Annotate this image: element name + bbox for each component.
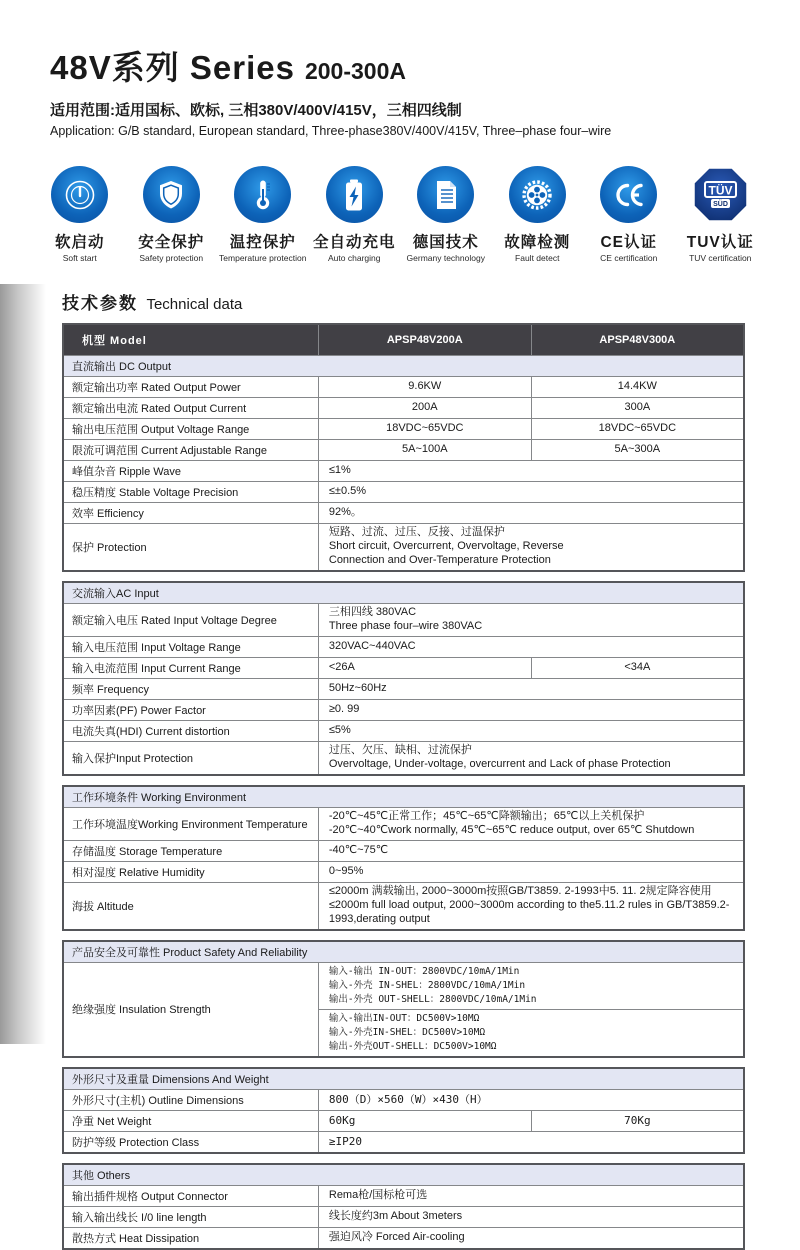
spec-value: 0~95% bbox=[318, 861, 744, 882]
features-row bbox=[0, 166, 800, 263]
technical-data-heading-zh: 技术参数 bbox=[62, 294, 138, 313]
section-header-label: 产品安全及可靠性 Product Safety And Reliability bbox=[63, 941, 744, 963]
feature-label-en: Auto charging bbox=[328, 253, 381, 263]
spec-value: ≤±0.5% bbox=[318, 481, 744, 502]
model-header-row bbox=[63, 324, 744, 355]
spec-label: 相对湿度 Relative Humidity bbox=[63, 861, 318, 882]
spec-label: 额定输出功率 Rated Output Power bbox=[63, 376, 318, 397]
table-row bbox=[63, 523, 744, 571]
feature-label-zh: TUV认证 bbox=[686, 234, 754, 251]
feature-label-zh: 安全保护 bbox=[138, 234, 205, 251]
table-row bbox=[63, 861, 744, 882]
spec-table-5 bbox=[62, 1067, 745, 1154]
table-row bbox=[63, 962, 744, 1057]
shield-icon bbox=[143, 166, 200, 223]
spec-value: -20℃~45℃正常工作；45℃~65℃降额输出；65℃以上关机保护 -20℃~40℃work normally, 45℃~65℃ reduce output, over 65℃ Shutdown bbox=[318, 807, 744, 840]
spec-value: Rema枪/国标枪可选 bbox=[318, 1185, 744, 1206]
application-subtitle-zh: 适用范围:适用国标、欧标, 三相380V/400V/415V，三相四线制 bbox=[50, 102, 462, 119]
spec-label: 净重 Net Weight bbox=[63, 1110, 318, 1131]
spec-label: 输入电压范围 Input Voltage Range bbox=[63, 636, 318, 657]
spec-value: ≥IP20 bbox=[318, 1131, 744, 1153]
spec-value: ≤1% bbox=[318, 460, 744, 481]
section-header-row bbox=[63, 941, 744, 963]
gear-icon bbox=[509, 166, 566, 223]
spec-value: 三相四线 380VAC Three phase four–wire 380VAC bbox=[318, 603, 744, 636]
table-row bbox=[63, 636, 744, 657]
spec-table-4 bbox=[62, 940, 745, 1058]
application-subtitle-en: Application: G/B standard, European standard, Three-phase380V/400V/415V, Three–phase four–wire bbox=[50, 124, 612, 138]
section-header-row bbox=[63, 1068, 744, 1090]
table-row bbox=[63, 1206, 744, 1227]
table-row bbox=[63, 741, 744, 775]
power-icon bbox=[51, 166, 108, 223]
svg-text:TÜV: TÜV bbox=[708, 183, 733, 198]
table-row bbox=[63, 502, 744, 523]
spec-value-col2: 70Kg bbox=[531, 1110, 744, 1131]
table-row bbox=[63, 678, 744, 699]
spec-value-col1: <26A bbox=[318, 657, 531, 678]
spec-label: 输入输出线长 I/0 line length bbox=[63, 1206, 318, 1227]
section-header-label: 其他 Others bbox=[63, 1164, 744, 1186]
spec-label: 稳压精度 Stable Voltage Precision bbox=[63, 481, 318, 502]
spec-value: 线长度约3m About 3meters bbox=[318, 1206, 744, 1227]
spec-table-2 bbox=[62, 581, 745, 776]
table-row bbox=[63, 840, 744, 861]
spec-label: 存储温度 Storage Temperature bbox=[63, 840, 318, 861]
table-row bbox=[63, 1185, 744, 1206]
spec-label: 绝缘强度 Insulation Strength bbox=[63, 962, 318, 1057]
spec-label: 工作环境温度Working Environment Temperature bbox=[63, 807, 318, 840]
feature-label-zh: CE认证 bbox=[600, 234, 658, 251]
spec-value: 800（D）×560（W）×430（H） bbox=[318, 1089, 744, 1110]
spec-label: 海拔 Altitude bbox=[63, 882, 318, 930]
spec-tables bbox=[62, 323, 745, 1250]
feature-3 bbox=[217, 166, 309, 263]
table-row bbox=[63, 1227, 744, 1249]
table-row bbox=[63, 1089, 744, 1110]
spec-label: 输出插件规格 Output Connector bbox=[63, 1185, 318, 1206]
document-icon bbox=[417, 166, 474, 223]
model-name-1: APSP48V200A bbox=[318, 324, 531, 355]
table-row bbox=[63, 603, 744, 636]
spec-label: 峰值杂音 Ripple Wave bbox=[63, 460, 318, 481]
spec-label: 散热方式 Heat Dissipation bbox=[63, 1227, 318, 1249]
table-row bbox=[63, 699, 744, 720]
spec-value-col1: 18VDC~65VDC bbox=[318, 418, 531, 439]
feature-8 bbox=[675, 166, 767, 263]
spec-value: 过压、欠压、缺相、过流保护 Overvoltage, Under-voltage, overcurrent and Lack of phase Protection bbox=[318, 741, 744, 775]
spec-table-3 bbox=[62, 785, 745, 931]
table-row bbox=[63, 376, 744, 397]
spec-label: 电流失真(HDI) Current distortion bbox=[63, 720, 318, 741]
spec-label: 输出电压范围 Output Voltage Range bbox=[63, 418, 318, 439]
spec-label: 输入保护Input Protection bbox=[63, 741, 318, 775]
spec-value: 短路、过流、过压、反接、过温保护 Short circuit, Overcurrent, Overvoltage, Reverse Connection and Over-Temperature Protection bbox=[318, 523, 744, 571]
feature-4 bbox=[309, 166, 401, 263]
feature-label-en: Safety protection bbox=[139, 253, 204, 263]
tuv-icon bbox=[692, 166, 749, 223]
technical-data-heading-en: Technical data bbox=[146, 296, 243, 313]
spec-value: 92%。 bbox=[318, 502, 744, 523]
spec-label: 效率 Efficiency bbox=[63, 502, 318, 523]
feature-2 bbox=[126, 166, 218, 263]
stack-group: 输入-输出IN-OUT：DC500V>10MΩ 输入-外壳IN-SHEL：DC500V>10MΩ 输出-外壳OUT-SHELL：DC500V>10MΩ bbox=[328, 1013, 497, 1052]
feature-label-en: Temperature protection bbox=[219, 253, 307, 263]
table-row bbox=[63, 807, 744, 840]
feature-label-en: Germany technology bbox=[406, 253, 485, 263]
section-header-row bbox=[63, 1164, 744, 1186]
table-row bbox=[63, 481, 744, 502]
feature-label-zh: 软启动 bbox=[54, 234, 105, 251]
spec-label: 额定输出电流 Rated Output Current bbox=[63, 397, 318, 418]
feature-label-zh: 全自动充电 bbox=[312, 234, 396, 251]
page-header bbox=[0, 0, 800, 138]
section-header-row bbox=[63, 582, 744, 604]
feature-5 bbox=[400, 166, 492, 263]
spec-value-col1: 60Kg bbox=[318, 1110, 531, 1131]
spec-label: 输入电流范围 Input Current Range bbox=[63, 657, 318, 678]
model-name-2: APSP48V300A bbox=[531, 324, 744, 355]
spec-value: ≥0. 99 bbox=[318, 699, 744, 720]
spec-label: 额定输入电压 Rated Input Voltage Degree bbox=[63, 603, 318, 636]
spec-label: 防护等级 Protection Class bbox=[63, 1131, 318, 1153]
spec-value-col2: <34A bbox=[531, 657, 744, 678]
svg-text:SÜD: SÜD bbox=[712, 201, 728, 208]
page-title-range: 200-300A bbox=[304, 58, 406, 84]
thermometer-icon bbox=[234, 166, 291, 223]
spec-label: 频率 Frequency bbox=[63, 678, 318, 699]
stack-group: 输入-输出 IN-OUT：2800VDC/10mA/1Min 输入-外壳 IN-SHEL：2800VDC/10mA/1Min 输出-外壳 OUT-SHELL：2800VDC/10mA/1Min bbox=[319, 963, 743, 1010]
table-row bbox=[63, 439, 744, 460]
spec-value: -40℃~75℃ bbox=[318, 840, 744, 861]
spec-value: 强迫风冷 Forced Air-cooling bbox=[318, 1227, 744, 1249]
feature-label-zh: 德国技术 bbox=[412, 234, 479, 251]
feature-label-en: Soft start bbox=[62, 253, 97, 263]
feature-label-en: Fault detect bbox=[515, 253, 560, 263]
spec-label: 保护 Protection bbox=[63, 523, 318, 571]
table-row bbox=[63, 1131, 744, 1153]
spec-value-col1: 200A bbox=[318, 397, 531, 418]
spec-value-col2: 300A bbox=[531, 397, 744, 418]
table-row bbox=[63, 460, 744, 481]
section-header-label: 直流输出 DC Output bbox=[63, 355, 744, 376]
spec-value-col1: 9.6KW bbox=[318, 376, 531, 397]
spec-value-col2: 14.4KW bbox=[531, 376, 744, 397]
spec-value-col2: 18VDC~65VDC bbox=[531, 418, 744, 439]
table-row bbox=[63, 720, 744, 741]
feature-7 bbox=[583, 166, 675, 263]
feature-label-en: TUV certification bbox=[689, 253, 752, 263]
spec-value: 50Hz~60Hz bbox=[318, 678, 744, 699]
spec-value: ≤2000m 满载输出, 2000~3000m按照GB/T3859. 2-1993中5. 11. 2规定降容使用 ≤2000m full load output, 2000~3000m according to the5.11.2 rules in GB/T3859.2- 1993,derating output bbox=[318, 882, 744, 930]
feature-label-zh: 温控保护 bbox=[229, 234, 296, 251]
spec-value-col2: 5A~300A bbox=[531, 439, 744, 460]
table-row bbox=[63, 1110, 744, 1131]
spec-value: 320VAC~440VAC bbox=[318, 636, 744, 657]
section-header-row bbox=[63, 786, 744, 808]
spec-table-1 bbox=[62, 323, 745, 572]
technical-data-heading bbox=[62, 289, 800, 314]
spec-table-6 bbox=[62, 1163, 745, 1250]
battery-charge-icon bbox=[326, 166, 383, 223]
section-header-label: 外形尺寸及重量 Dimensions And Weight bbox=[63, 1068, 744, 1090]
feature-label-zh: 故障检测 bbox=[504, 234, 571, 251]
table-row bbox=[63, 657, 744, 678]
table-row bbox=[63, 397, 744, 418]
spec-label: 限流可调范围 Current Adjustable Range bbox=[63, 439, 318, 460]
spec-label: 功率因素(PF) Power Factor bbox=[63, 699, 318, 720]
ce-icon bbox=[600, 166, 657, 223]
feature-label-en: CE certification bbox=[600, 253, 658, 263]
spec-value: ≤5% bbox=[318, 720, 744, 741]
page-title-main: 48V系列 Series bbox=[50, 49, 295, 86]
spec-value-stacked bbox=[318, 962, 744, 1057]
table-row bbox=[63, 882, 744, 930]
section-header-row bbox=[63, 355, 744, 376]
section-header-label: 交流输入AC Input bbox=[63, 582, 744, 604]
page-title bbox=[50, 42, 760, 89]
section-header-label: 工作环境条件 Working Environment bbox=[63, 786, 744, 808]
model-header-label: 机型 Model bbox=[63, 324, 318, 355]
spec-value-col1: 5A~100A bbox=[318, 439, 531, 460]
feature-6 bbox=[492, 166, 584, 263]
spec-label: 外形尺寸(主机) Outline Dimensions bbox=[63, 1089, 318, 1110]
feature-1 bbox=[34, 166, 126, 263]
table-row bbox=[63, 418, 744, 439]
